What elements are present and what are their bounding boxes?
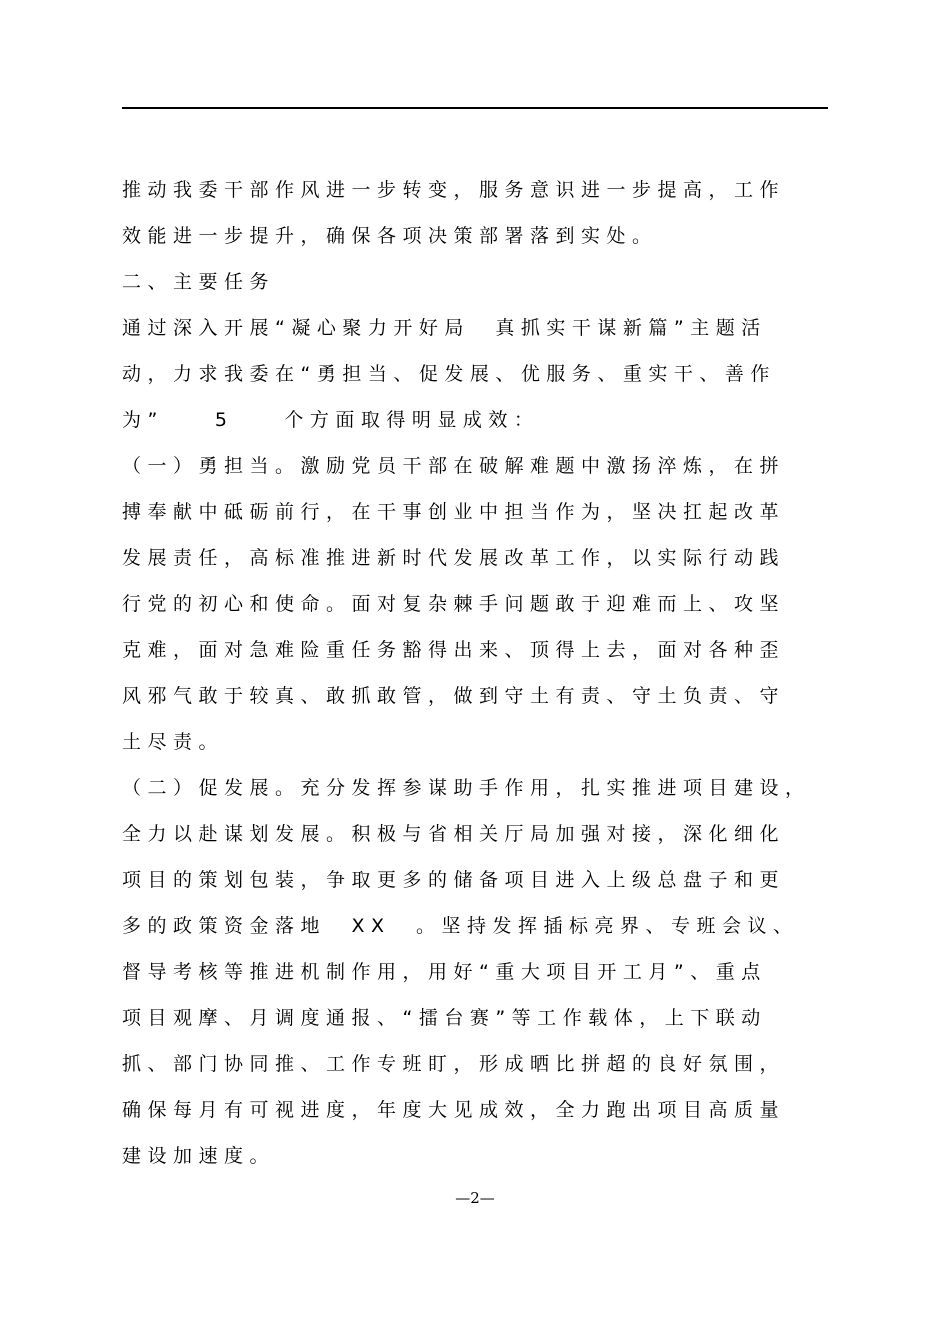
text-line-1: 推动我委干部作风进一步转变，服务意识进一步提高，工作	[122, 179, 786, 201]
header-rule	[122, 107, 828, 109]
text-line-14: （二）促发展。充分发挥参谋助手作用，扎实推进项目建设，	[122, 777, 811, 799]
text-line-19: 项目观摩、月调度通报、“擂台赛”等工作载体，上下联动	[122, 1007, 767, 1029]
text-line-16: 项目的策划包装，争取更多的储备项目进入上级总盘子和更	[122, 869, 786, 891]
text-line-11: 克难，面对急难险重任务豁得出来、顶得上去，面对各种歪	[122, 639, 786, 661]
text-line-13: 土尽责。	[122, 731, 225, 753]
text-line-6: 为” 5 个方面取得明显成效：	[122, 409, 540, 431]
section-heading-main-tasks: 二、主要任务	[122, 271, 276, 293]
text-line-12: 风邪气敢于较真、敢抓敢管，做到守土有责、守土负责、守	[122, 685, 786, 707]
text-line-10: 行党的初心和使命。面对复杂棘手问题敢于迎难而上、攻坚	[122, 593, 786, 615]
text-line-21: 确保每月有可视进度，年度大见成效，全力跑出项目高质量	[122, 1099, 786, 1121]
text-line-20: 抓、部门协同推、工作专班盯，形成晒比拼超的良好氛围，	[122, 1053, 786, 1075]
text-line-22: 建设加速度。	[122, 1145, 276, 1167]
text-line-5: 动，力求我委在“勇担当、促发展、优服务、重实干、善作	[122, 363, 776, 385]
text-line-2: 效能进一步提升，确保各项决策部署落到实处。	[122, 225, 658, 247]
text-line-17: 多的政策资金落地 XX 。坚持发挥插标亮界、专班会议、	[122, 915, 799, 937]
text-line-7: （一）勇担当。激励党员干部在破解难题中激扬淬炼，在拼	[122, 455, 786, 477]
text-line-18: 督导考核等推进机制作用，用好“重大项目开工月”、重点	[122, 961, 767, 983]
text-line-9: 发展责任，高标准推进新时代发展改革工作，以实际行动践	[122, 547, 786, 569]
page-number: —2—	[455, 1189, 495, 1207]
text-line-15: 全力以赴谋划发展。积极与省相关厅局加强对接，深化细化	[122, 823, 786, 845]
text-line-4: 通过深入开展“凝心聚力开好局 真抓实干谋新篇”主题活	[122, 317, 767, 339]
text-line-8: 搏奉献中砥砺前行，在干事创业中担当作为，坚决扛起改革	[122, 501, 786, 523]
